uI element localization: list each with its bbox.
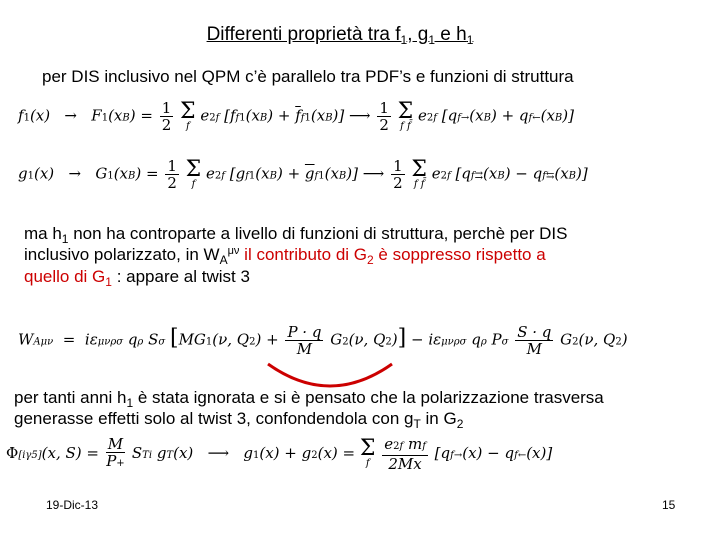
slide-title: Differenti proprietà tra $f_1$, $g_1$ e $h_1$ (206, 24, 474, 47)
equation-phi: Φ[iγ5](x, S) = $\frac{M}{P+}$ STi gT(x) ⟶ g1(x) + g2(x) = Σ f $\frac{\text{e2f mf}}{2Mx}$ [qf→(x) − qf←(x)] (6, 435, 553, 473)
intro-text: per DIS inclusivo nel QPM c’è parallelo tra PDF’s e funzioni di struttura (42, 67, 574, 86)
paragraph-h1-no-counterpart: ma $h_1$ non ha controparte a livello di funzioni di struttura, perchè per DIS inclusivo polarizzato, in $W_A^{\mu\nu}$ il contributo di $G_2$ è soppresso rispetto a quello di $G_1$ : appare al twist 3 (24, 224, 568, 289)
equation-wa: WAμν = iεμνρσ qρ Sσ [MG1(ν, Q2) + $\frac{P \cdot q}{M}$ G2(ν, Q2)] − iεμνρσ qρ Pσ $\frac{S \cdot q}{M}$ G2(ν, Q2) (18, 323, 628, 358)
equation-f1: f1(x) → F1(xB) = $\frac{1}{2}$ Σ f e2f $[ff1(xB) + \overline{f}f1(xB)]$ ⟶ $\frac{1}{2}$ Σ f f̄ e2f [qf→(xB) + qf←(xB)] (18, 98, 574, 134)
paragraph-h1-ignored: per tanti anni $h_1$ è stata ignorata e si è pensato che la polarizzazione trasversa generasse effetti solo al twist 3, confondendola con $g_T$ in $G_2$ (14, 388, 604, 431)
footer-date: 19-Dic-13 (46, 498, 99, 512)
equation-g1: g1(x) → G1(xB) = $\frac{1}{2}$ Σ f e2f $[gf1(xB) + \overline{g}f1(xB)]$ ⟶ $\frac{1}{2}$ Σ f f̄ e2f [qf⇉(xB) − qf⇆(xB)] (18, 156, 588, 192)
footer-page-number: 15 (662, 498, 676, 512)
